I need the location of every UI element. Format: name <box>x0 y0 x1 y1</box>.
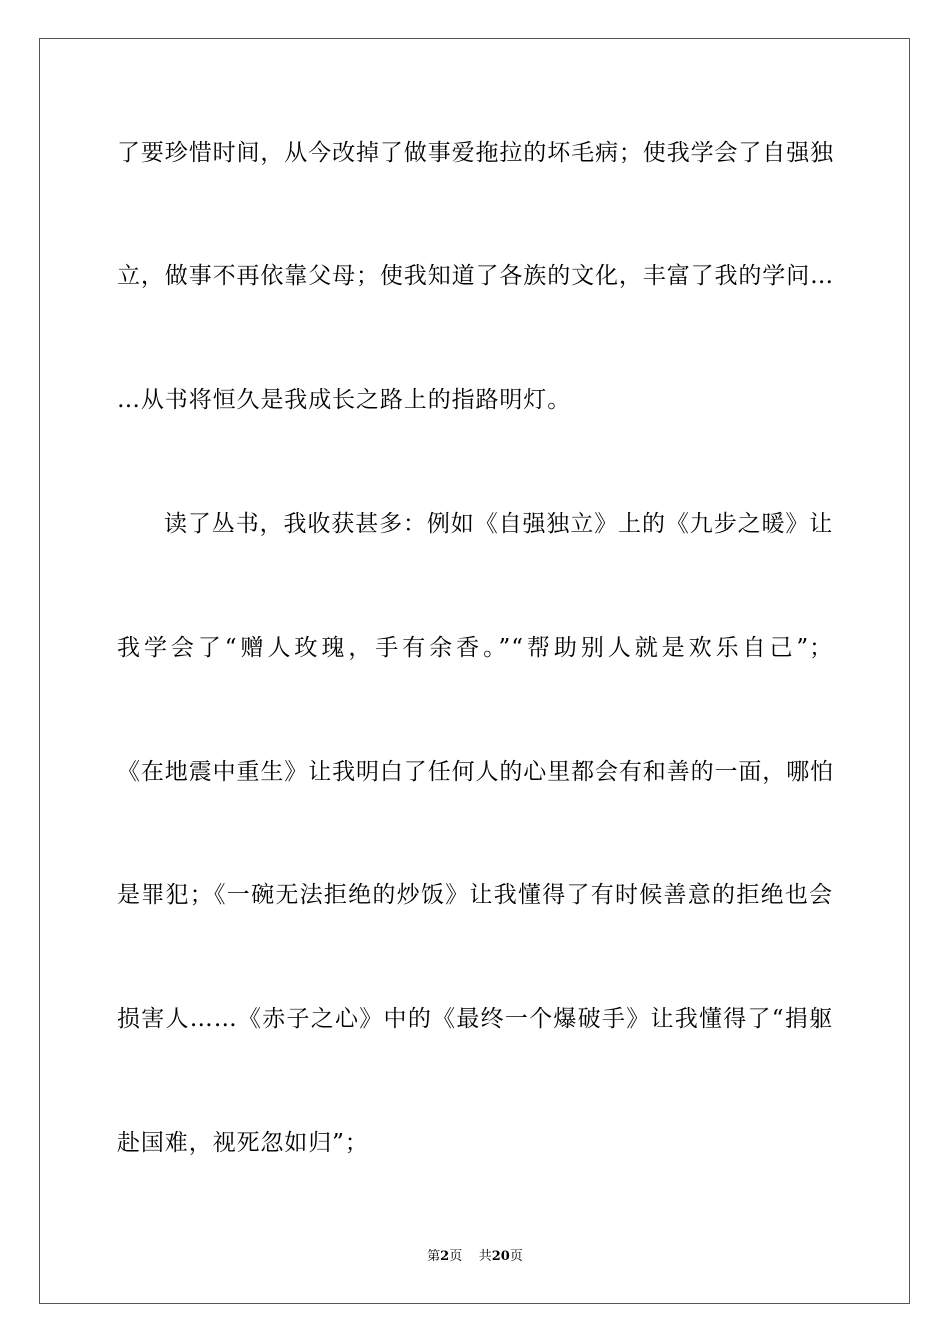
paragraph-line: 损害人……《赤子之心》中的《最终一个爆破手》让我懂得了“捐躯 <box>117 1006 833 1032</box>
paragraph-line: 立，做事不再依靠父母；使我知道了各族的文化，丰富了我的学问… <box>117 263 834 289</box>
page-suffix: 页 <box>449 1249 463 1264</box>
paragraph-line: …从书将恒久是我成长之路上的指路明灯。 <box>117 387 572 413</box>
paragraph-line: 赴国难，视死忽如归”； <box>117 1130 369 1156</box>
page-number: 2 <box>440 1249 450 1264</box>
page-label: 第 <box>427 1249 441 1264</box>
paragraph-line: 了要珍惜时间，从今改掉了做事爱拖拉的坏毛病；使我学会了自强独 <box>117 140 834 166</box>
page-frame <box>39 38 910 1304</box>
paragraph-line: 读了丛书，我收获甚多：例如《自强独立》上的《九步之暖》让 <box>164 511 834 537</box>
page-footer <box>0 1248 950 1266</box>
paragraph-line: 是罪犯；《一碗无法拒绝的炒饭》让我懂得了有时候善意的拒绝也会 <box>117 882 833 908</box>
total-suffix: 页 <box>509 1249 523 1264</box>
total-label: 共 <box>478 1249 492 1264</box>
paragraph-line: 我学会了“赠人玫瑰，手有余香。”“帮助别人就是欢乐自己”； <box>117 635 833 661</box>
paragraph-line: 《在地震中重生》让我明白了任何人的心里都会有和善的一面，哪怕 <box>117 759 834 785</box>
total-pages: 20 <box>491 1249 510 1264</box>
